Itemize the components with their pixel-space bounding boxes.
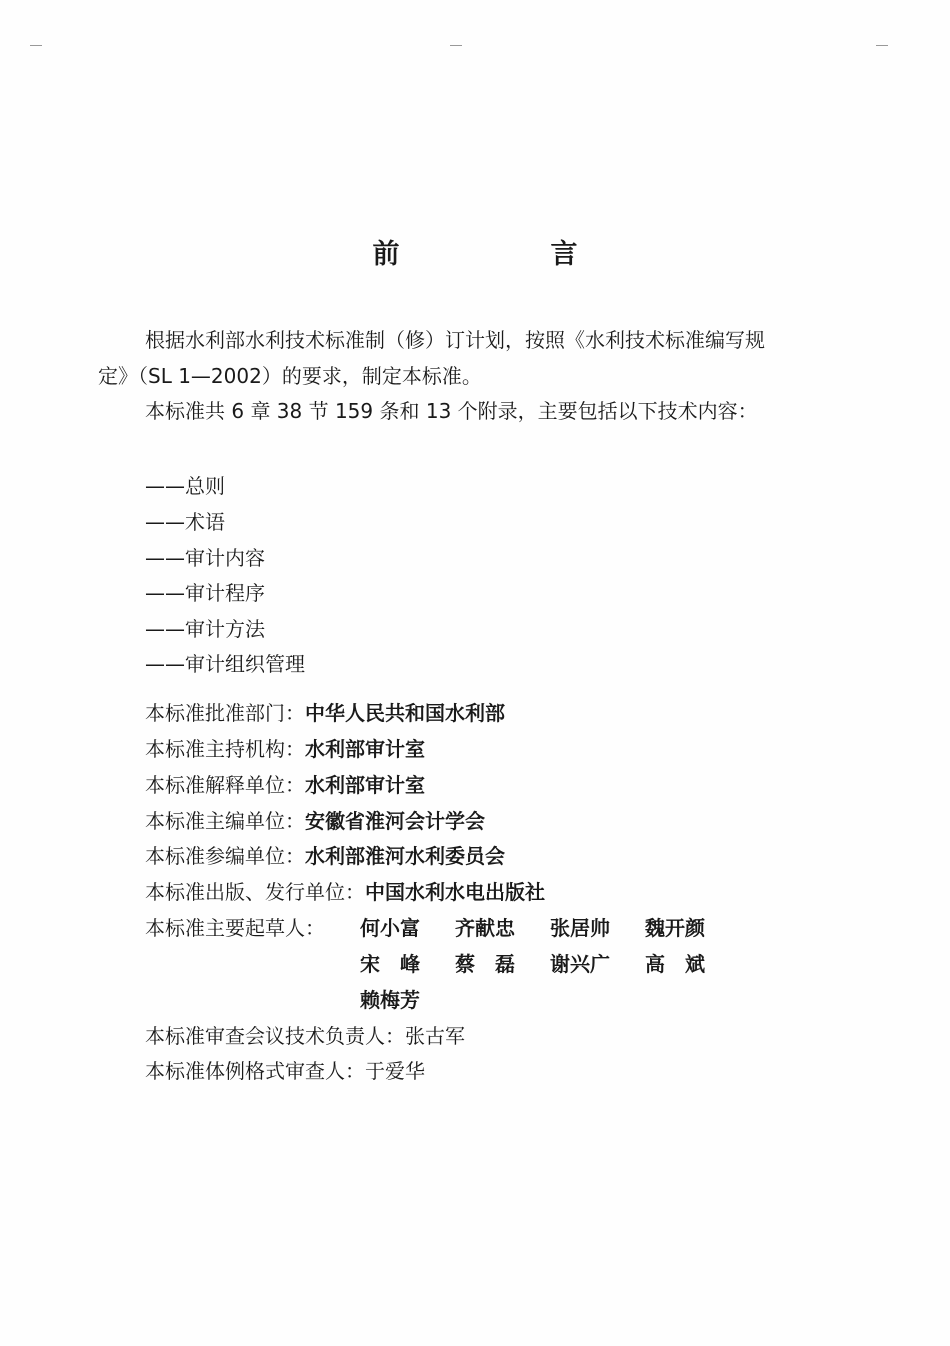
info-approval: 本标准批准部门：中华人民共和国水利部	[145, 701, 505, 725]
scan-mark	[450, 45, 462, 46]
content-item: ——审计方法	[145, 617, 265, 641]
scan-mark	[876, 45, 888, 46]
info-host: 本标准主持机构：水利部审计室	[145, 737, 425, 761]
drafters-row: 赖梅芳	[360, 988, 420, 1012]
info-interpret: 本标准解释单位：水利部审计室	[145, 773, 425, 797]
content-item: ——审计程序	[145, 581, 265, 605]
info-publisher: 本标准出版、发行单位：中国水利水电出版社	[145, 880, 545, 904]
drafters-row: 宋 峰 蔡 磊 谢兴广 高 斌	[360, 952, 705, 976]
paragraph-intro: 根据水利部水利技术标准制（修）订计划，按照《水利技术标准编写规定》（SL 1—2002）的要求，制定本标准。	[98, 328, 765, 388]
page-title: 前 言	[372, 239, 640, 270]
drafters-label: 本标准主要起草人：	[145, 916, 325, 940]
scan-mark	[30, 45, 42, 46]
drafters-row: 何小富 齐献忠 张居帅 魏开颜	[360, 916, 705, 940]
info-format-reviewer: 本标准体例格式审查人：于爱华	[145, 1059, 425, 1083]
info-reviewer: 本标准审查会议技术负责人：张古军	[145, 1024, 465, 1048]
content-item: ——术语	[145, 510, 225, 534]
content-item: ——审计组织管理	[145, 652, 305, 676]
content-item: ——审计内容	[145, 546, 265, 570]
paragraph-contents: 本标准共 6 章 38 节 159 条和 13 个附录，主要包括以下技术内容：	[145, 399, 758, 423]
content-item: ——总则	[145, 474, 225, 498]
info-chief-editor: 本标准主编单位：安徽省淮河会计学会	[145, 809, 485, 833]
info-participant: 本标准参编单位：水利部淮河水利委员会	[145, 844, 505, 868]
